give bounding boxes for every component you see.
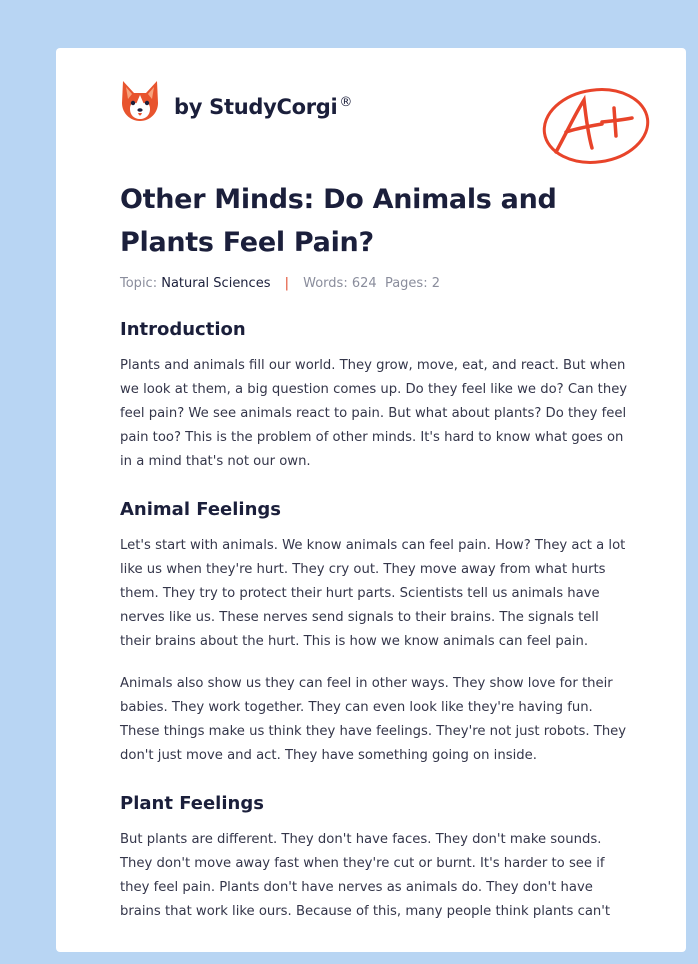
corgi-icon bbox=[120, 79, 160, 123]
paragraph: Let's start with animals. We know animals can feel pain. How? They act a lot like us when they're hurt. They cry out. They move away from what hurts them. They try to protect their hurt parts. Scientists tell us animals have nerves like us. These nerves send signals to their brains. The signals tell their brains about the hurt. This is how we know animals can feel pain. bbox=[120, 538, 626, 649]
article-meta bbox=[120, 276, 632, 294]
pages-label: Pages: bbox=[384, 276, 428, 291]
paragraph: Plants and animals fill our world. They grow, move, eat, and react. But when we look at them, a big question comes up. Do they feel like we do? Can they feel pain? We see animals react to pain. But what about plants? Do they feel pain too? This is the problem of other minds. It's hard to know what goes on in a mind that's not our own. bbox=[120, 358, 628, 469]
page-title: Other Minds: Do Animals and Plants Feel Pain? bbox=[120, 184, 557, 258]
header bbox=[120, 76, 660, 146]
a-plus-badge bbox=[540, 86, 652, 168]
pages-value: 2 bbox=[431, 276, 440, 291]
paragraph: But plants are different. They don't have faces. They don't make sounds. They don't move away fast when they're cut or burnt. It's harder to see if they feel pain. Plants don't have nerves as animals do. They don't have brains that work like ours. Because of this, many people think plants can't bbox=[120, 832, 611, 919]
topic-link[interactable]: Natural Sciences bbox=[161, 276, 271, 291]
section-heading-introduction: Introduction bbox=[120, 319, 246, 340]
section-heading-animal-feelings: Animal Feelings bbox=[120, 499, 281, 520]
words-label: Words: bbox=[303, 276, 348, 291]
studycorgi-logo[interactable] bbox=[120, 76, 352, 126]
brand-name: by StudyCorgi ® bbox=[174, 95, 353, 119]
meta-separator: | bbox=[284, 276, 289, 291]
topic-label: Topic: bbox=[120, 276, 158, 291]
badge-text: A+ bbox=[540, 86, 542, 87]
section-heading-plant-feelings: Plant Feelings bbox=[120, 793, 264, 814]
document-page bbox=[56, 48, 686, 952]
article bbox=[120, 178, 632, 924]
paragraph: Animals also show us they can feel in other ways. They show love for their babies. They work together. They can even look like they're having fun. These things make us think they have feelings. They're not just robots. They don't just move and act. They have something going on inside. bbox=[120, 676, 627, 763]
words-value: 624 bbox=[351, 276, 377, 291]
